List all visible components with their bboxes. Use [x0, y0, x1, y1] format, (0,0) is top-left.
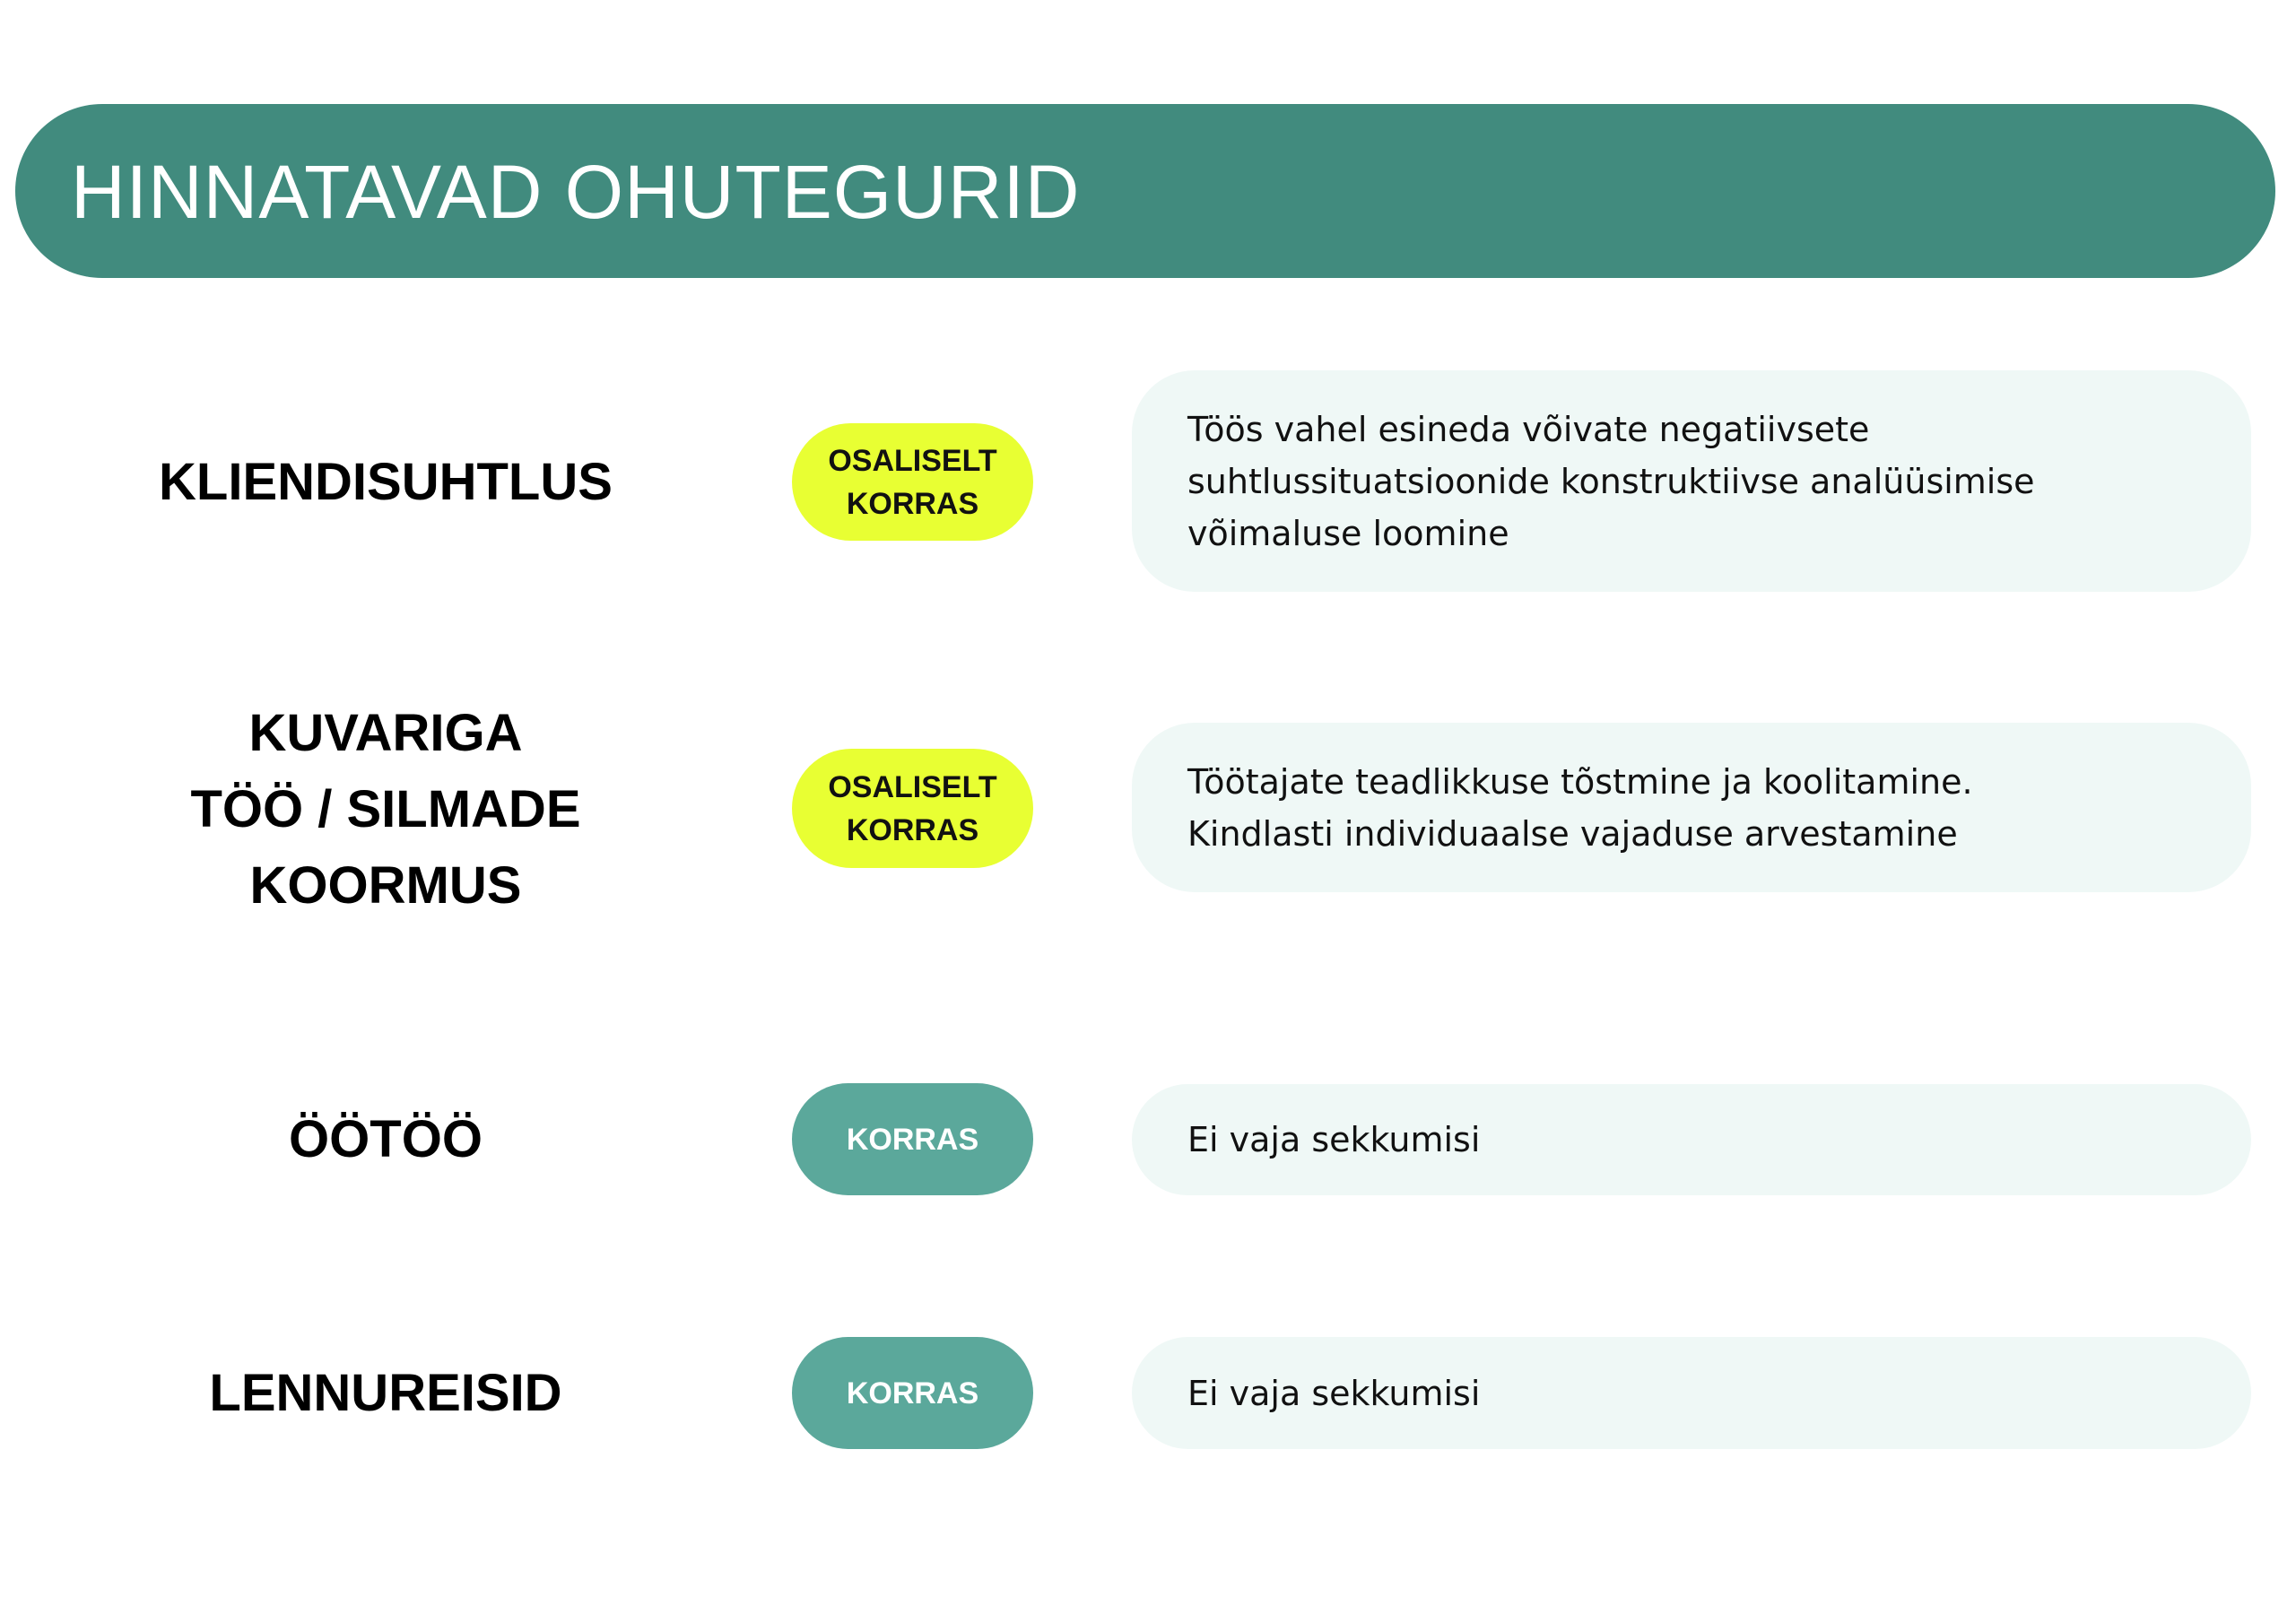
description-line2: Kindlasti individuaalse vajaduse arvestamine: [1187, 813, 1958, 854]
status-badge-partial: [792, 749, 1033, 868]
description-text: Ei vaja sekkumisi: [1187, 1373, 1481, 1413]
factor-label: [117, 695, 655, 924]
description-box: [1132, 723, 2251, 892]
description-box: [1132, 370, 2251, 592]
description-line1: Töötajate teadlikkuse tõstmine ja koolitamine.: [1187, 761, 1973, 802]
description-text: Töös vahel esineda võivate negatiivsete suhtlussituatsioonide konstruktiivse analüüsimise võimaluse loomine: [1187, 409, 2035, 553]
status-badge-partial: [792, 423, 1033, 541]
status-badge-line2: KORRAS: [846, 486, 979, 521]
status-badge-ok: KORRAS: [792, 1083, 1033, 1195]
description-text: Ei vaja sekkumisi: [1187, 1120, 1481, 1159]
factor-label-line3: KOORMUS: [249, 856, 522, 915]
page-title: HINNATAVAD OHUTEGURID: [71, 150, 1081, 234]
status-badge-line1: OSALISELT: [828, 769, 997, 804]
factor-label: ÖÖTÖÖ: [289, 1109, 483, 1168]
factor-label: KLIENDISUHTLUS: [159, 452, 613, 511]
factor-label-line2: TÖÖ / SILMADE: [190, 780, 581, 838]
status-badge-line1: OSALISELT: [828, 443, 997, 478]
factor-label-line1: KUVARIGA: [248, 704, 523, 762]
factor-label: LENNUREISID: [209, 1363, 562, 1422]
status-badge-line2: KORRAS: [846, 812, 979, 847]
description-box: [1132, 1084, 2251, 1195]
status-badge-ok: KORRAS: [792, 1337, 1033, 1449]
description-box: [1132, 1337, 2251, 1449]
